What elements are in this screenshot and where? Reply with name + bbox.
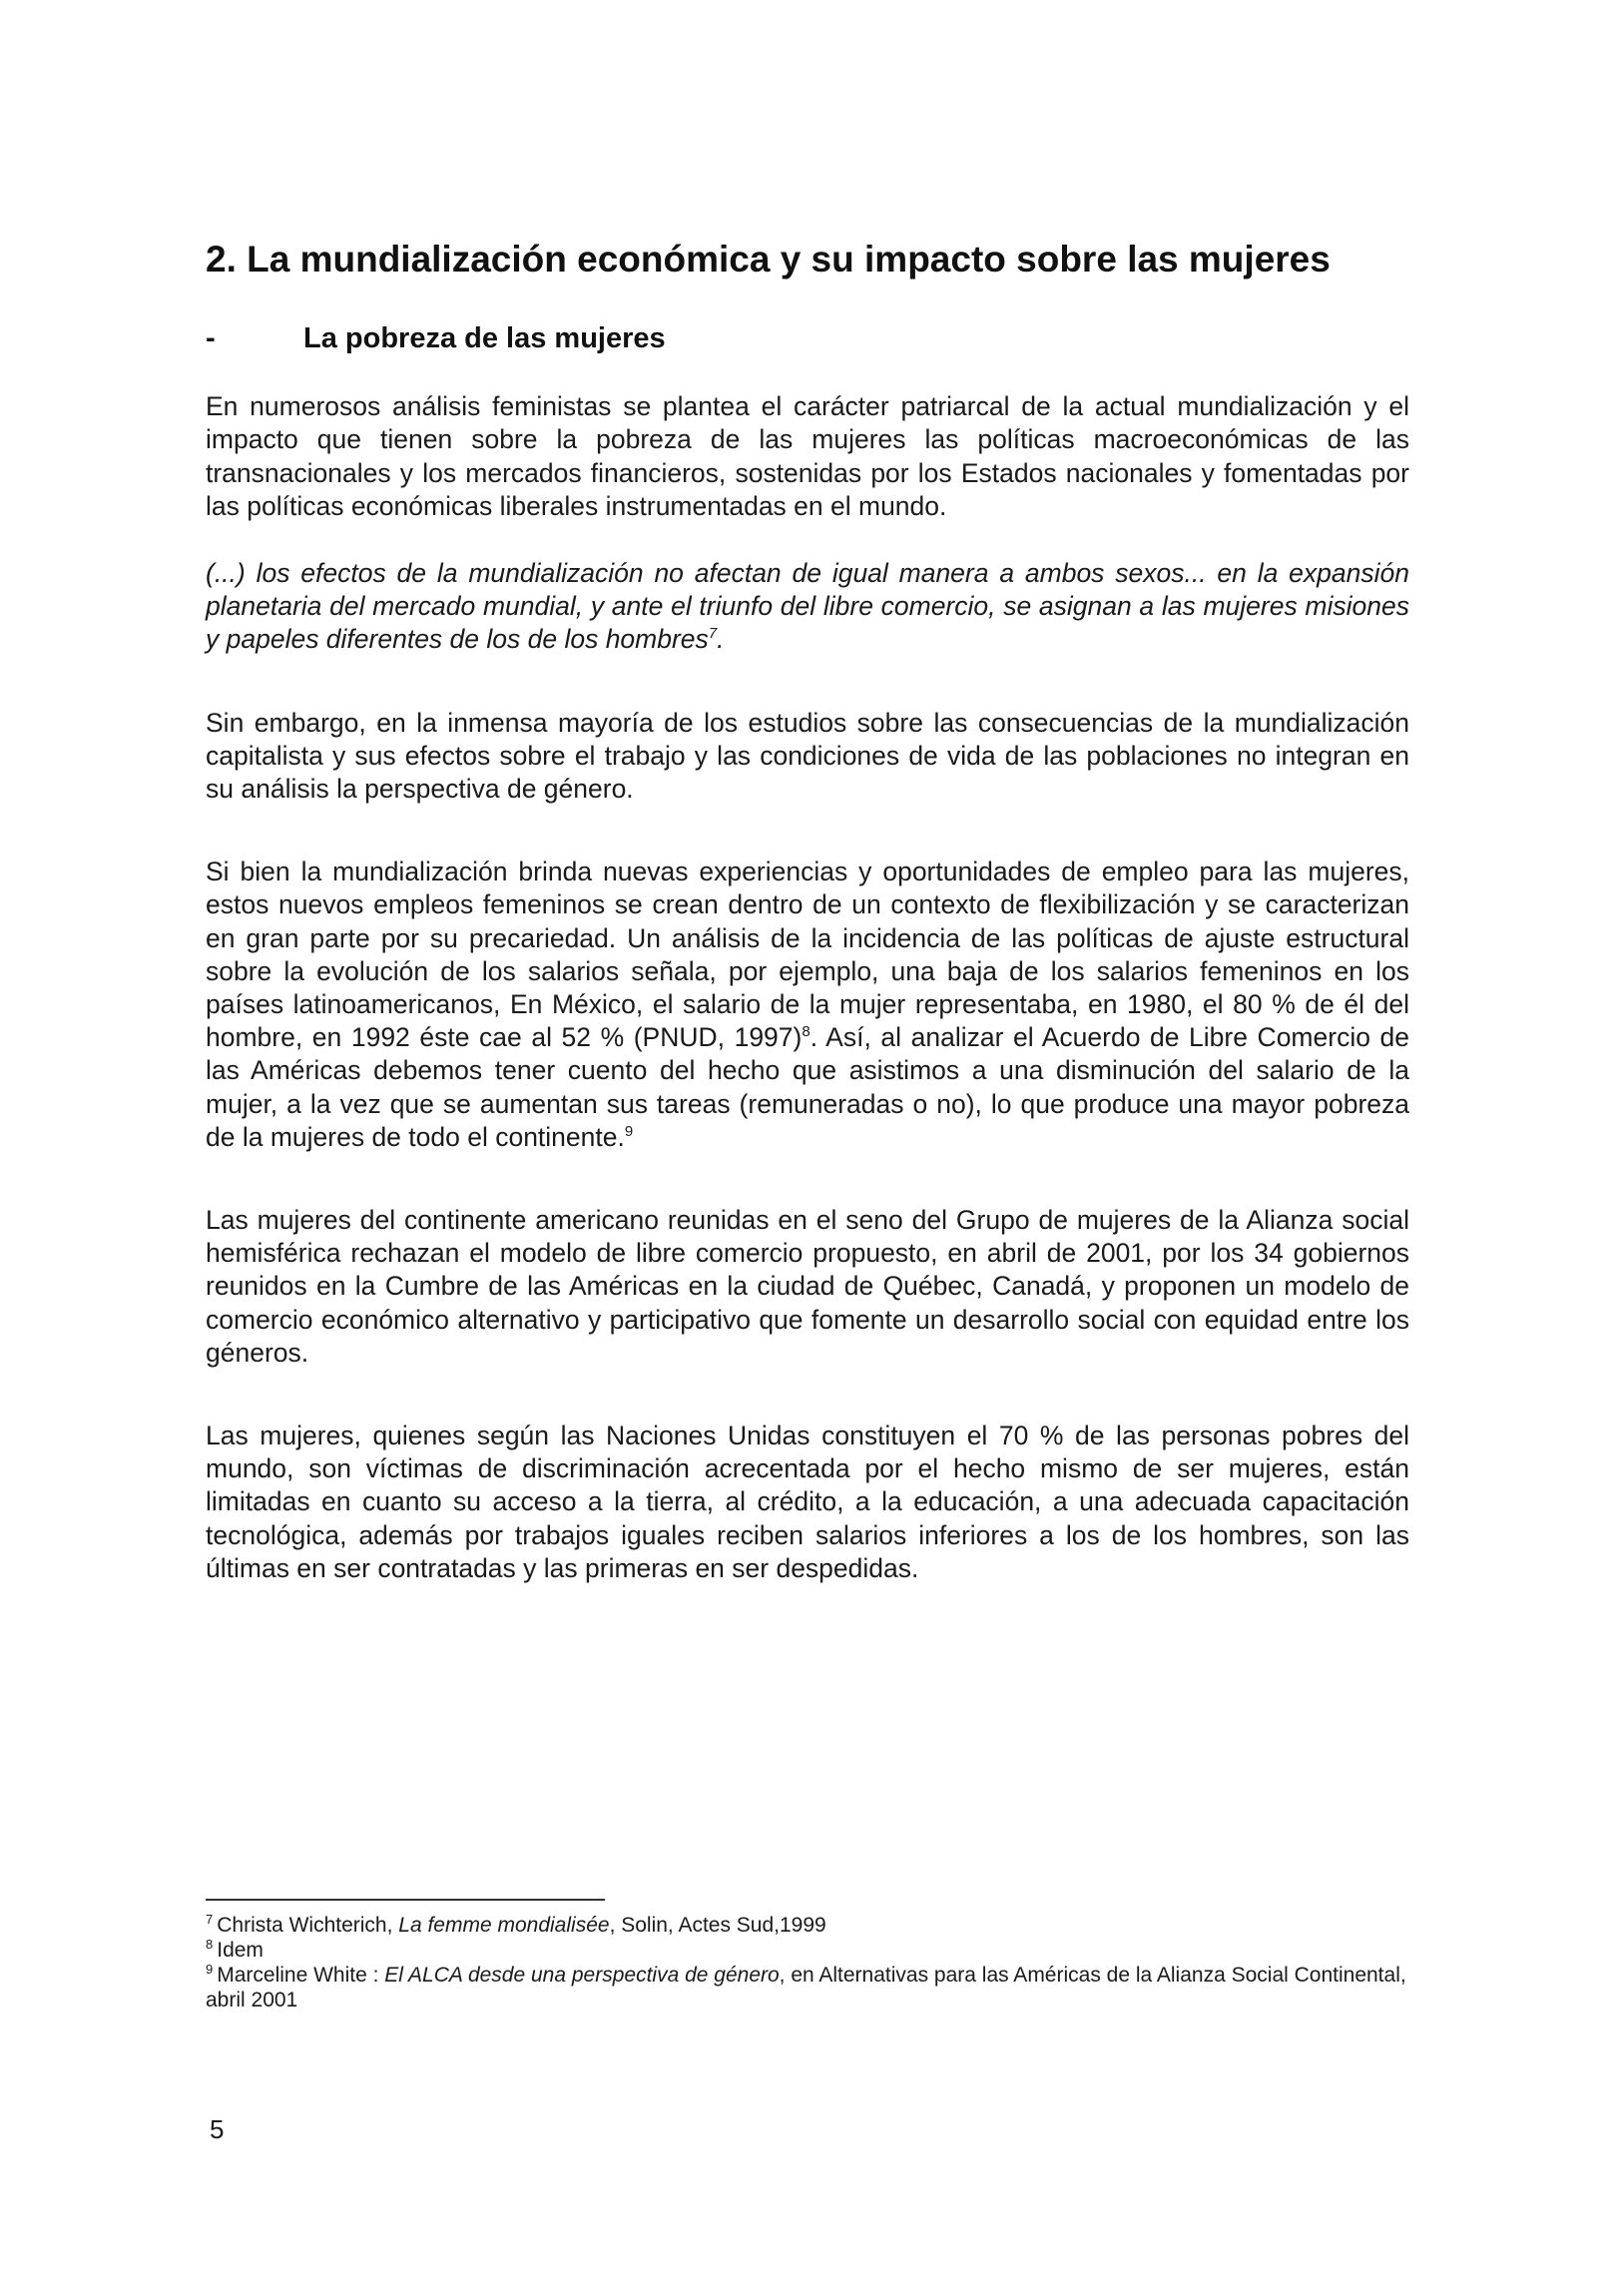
section-heading: 2. La mundialización económica y su impacto sobre las mujeres (206, 239, 1331, 280)
footnote-text: Marceline White : (217, 1964, 385, 1987)
page-number: 5 (210, 2114, 225, 2144)
paragraph-4-part-a: Si bien la mundialización brinda nuevas experiencias y oportunidades de empleo para las mujeres, estos nuevos empleos femeninos se crean dentro de un contexto de flexibilización y se caracterizan en gran parte por su precariedad. Un análisis de la incidencia de las políticas de ajuste estructural sobre la evolución de los salarios señala, por ejemplo, una baja de los salarios femeninos en los países latinoamericanos, En México, el salario de la mujer representaba, en 1980, el 80 % de él del hombre, en 1992 éste cae al 52 % (PNUD, 1997) (206, 857, 1409, 1053)
footnote-text: Idem (217, 1939, 264, 1962)
paragraph-5: Las mujeres del continente americano reunidas en el seno del Grupo de mujeres de la Alianza social hemisférica rechazan el modelo de libre comercio propuesto, en abril de 2001, por los 34 gobiernos reunidos en la Cumbre de las Américas en la ciudad de Québec, Canadá, y proponen un modelo de comercio económico alternativo y participativo que fomente un desarrollo social con equidad entre los géneros. (206, 1205, 1409, 1368)
footnote-number: 8 (206, 1937, 214, 1952)
subsection-heading (206, 321, 1409, 356)
footnotes (206, 1913, 1409, 2012)
footnote-title: El ALCA desde una perspectiva de género (384, 1964, 780, 1987)
quote-paragraph (206, 557, 1409, 657)
paragraph-3: Sin embargo, en la inmensa mayoría de los estudios sobre las consecuencias de la mundialización capitalista y sus efectos sobre el trabajo y las condiciones de vida de las poblaciones no integran en su análisis la perspectiva de género. (206, 707, 1409, 805)
subsection-title: La pobreza de las mujeres (303, 322, 666, 355)
footnote-number: 9 (206, 1962, 214, 1977)
footnote-text: , en Alternativas para las Américas de la Alianza Social Continental, abril 2001 (206, 1964, 1406, 2011)
footnote-7 (206, 1913, 1409, 1938)
quote-end: . (717, 624, 725, 655)
paragraph-6: Las mujeres, quienes según las Naciones Unidas constituyen el 70 % de las personas pobres del mundo, son víctimas de discriminación acrecentada por el hecho mismo de ser mujeres, están limitadas en cuanto su acceso a la tierra, al crédito, a la educación, a una adecuada capacitación tecnológica, además por trabajos iguales reciben salarios inferiores a los de los hombres, son las últimas en ser contratadas y las primeras en ser despedidas. (206, 1421, 1409, 1583)
footnote-9 (206, 1963, 1409, 2012)
footnote-number: 7 (206, 1912, 214, 1927)
footnote-title: La femme mondialisée (398, 1914, 610, 1937)
footnote-ref-7[interactable]: 7 (708, 625, 718, 643)
footnote-separator (206, 1899, 605, 1901)
footnote-ref-9[interactable]: 9 (624, 1123, 634, 1141)
paragraph-4 (206, 856, 1409, 1154)
subsection-dash: - (206, 322, 216, 355)
footnote-ref-8[interactable]: 8 (802, 1023, 810, 1041)
footnote-text: , Solin, Actes Sud,1999 (609, 1914, 826, 1937)
footnote-8 (206, 1938, 1409, 1963)
paragraph-1: En numerosos análisis feministas se plantea el carácter patriarcal de la actual mundialización y el impacto que tienen sobre la pobreza de las mujeres las políticas macroeconómicas de las transnacionales y los mercados financieros, sostenidas por los Estados nacionales y fomentadas por las políticas económicas liberales instrumentadas en el mundo. (206, 391, 1409, 521)
paragraph-4-part-b: . Así, al analizar el Acuerdo de Libre Comercio de las Américas debemos tener cuento del hecho que asistimos a una disminución del salario de la mujer, a la vez que se aumentan sus tareas (remuneradas o no), lo que produce una mayor pobreza de la mujeres de todo el continente. (206, 1022, 1409, 1152)
quote-text: (...) los efectos de la mundialización no afectan de igual manera a ambos sexos... en la expansión planetaria del mercado mundial, y ante el triunfo del libre comercio, se asignan a las mujeres misiones y papeles diferentes de los de los hombres (206, 558, 1409, 655)
main-content (206, 238, 1409, 1585)
footnote-text: Christa Wichterich, (217, 1914, 399, 1937)
